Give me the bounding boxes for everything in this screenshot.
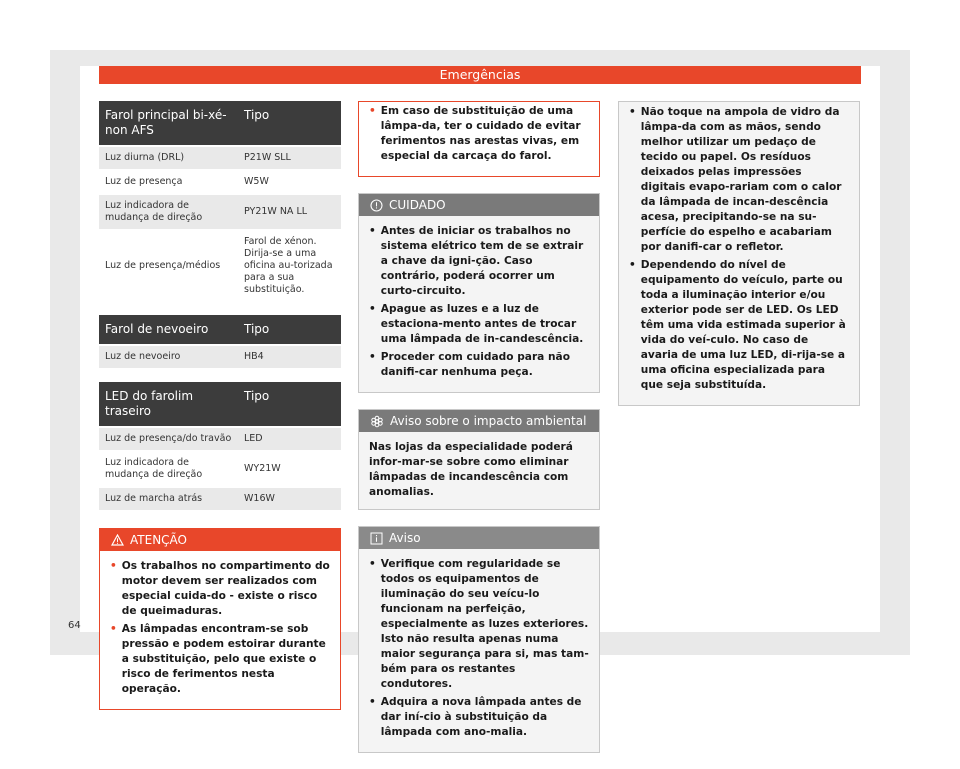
- table-header: LED do farolim traseiro: [99, 382, 238, 427]
- atencao-box: [99, 528, 341, 710]
- table-cell: Luz diurna (DRL): [99, 146, 238, 170]
- table-row: [99, 451, 341, 487]
- bullet-icon: •: [369, 696, 376, 708]
- list-item-text: As lâmpadas encontram-se sob pressão e podem estoirar durante a substituição, pelo que existe o risco de ferimentos nesta operação.: [121, 623, 326, 695]
- column-1: [99, 101, 341, 726]
- list-item: [369, 695, 589, 740]
- table-cell: Luz indicadora de mudança de direção: [99, 451, 238, 487]
- table-cell: LED: [238, 427, 341, 451]
- table-header: Farol de nevoeiro: [99, 315, 238, 345]
- table-cell: Luz de presença/médios: [99, 230, 238, 301]
- ambiental-header: [359, 410, 599, 432]
- table-cell: WY21W: [238, 451, 341, 487]
- cuidado-body: [359, 216, 599, 392]
- table-row: [99, 194, 341, 230]
- table-row: [99, 345, 341, 368]
- aviso-body: [359, 549, 599, 752]
- aviso-box: [358, 526, 600, 753]
- table-row: [99, 230, 341, 301]
- bullet-icon: •: [110, 560, 117, 572]
- atencao-body: [100, 551, 340, 709]
- table-cell: Luz indicadora de mudança de direção: [99, 194, 238, 230]
- atencao-continued-box: [358, 101, 600, 177]
- ambiental-body: Nas lojas da especialidade poderá infor-mar-se sobre como eliminar lâmpadas de incandescência com anomalias.: [369, 441, 573, 498]
- exclamation-circle-icon: [370, 199, 383, 212]
- table-header: Tipo: [238, 101, 341, 146]
- column-3: [618, 101, 860, 422]
- list-item-text: Antes de iniciar os trabalhos no sistema elétrico tem de se extrair a chave da igni-ção. Caso contrário, poderá ocorrer um curto-circuito.: [380, 225, 584, 297]
- list-item-text: Proceder com cuidado para não danifi-car nenhuma peça.: [380, 351, 570, 378]
- table-cell: P21W SLL: [238, 146, 341, 170]
- table-row: [99, 427, 341, 451]
- atencao-header: [100, 529, 340, 551]
- list-item-text: Os trabalhos no compartimento do motor devem ser realizados com especial cuida-do - existe o risco de queimaduras.: [121, 560, 330, 617]
- table-cell: Luz de marcha atrás: [99, 487, 238, 510]
- table-cell: HB4: [238, 345, 341, 368]
- table-cell: W5W: [238, 170, 341, 194]
- atencao-title: ATENÇÃO: [130, 533, 187, 547]
- info-icon: [370, 532, 383, 545]
- table-header: Tipo: [238, 382, 341, 427]
- bulb-table-headlight: [99, 101, 341, 301]
- table-cell: Farol de xénon. Dirija-se a uma oficina au-torizada para a sua substituição.: [238, 230, 341, 301]
- aviso-title: Aviso: [389, 531, 421, 545]
- table-cell: PY21W NA LL: [238, 194, 341, 230]
- table-row: [99, 170, 341, 194]
- bulb-table-fog: [99, 315, 341, 368]
- bulb-table-rear: [99, 382, 341, 510]
- table-cell: Luz de presença: [99, 170, 238, 194]
- list-item: [369, 104, 589, 164]
- cuidado-box: [358, 193, 600, 393]
- bullet-icon: •: [369, 303, 376, 315]
- list-item: [369, 557, 589, 692]
- bullet-icon: •: [369, 558, 376, 570]
- bullet-icon: •: [369, 225, 376, 237]
- list-item-text: Em caso de substituição de uma lâmpa-da, ter o cuidado de evitar ferimentos nas arestas vivas, em especial da carcaça do farol.: [380, 105, 581, 162]
- bullet-icon: •: [629, 106, 636, 118]
- table-row: [99, 487, 341, 510]
- list-item-text: Adquira a nova lâmpada antes de dar iní-cio à substituição da lâmpada com ano-malia.: [380, 696, 582, 738]
- list-item: [629, 258, 849, 393]
- list-item: [369, 224, 589, 299]
- table-cell: W16W: [238, 487, 341, 510]
- cuidado-header: [359, 194, 599, 216]
- ambiental-title: Aviso sobre o impacto ambiental: [390, 414, 587, 428]
- column-2: [358, 101, 600, 769]
- table-cell: Luz de nevoeiro: [99, 345, 238, 368]
- bullet-icon: •: [369, 105, 376, 117]
- warning-triangle-icon: [111, 534, 124, 546]
- table-row: [99, 146, 341, 170]
- table-header: Tipo: [238, 315, 341, 345]
- ambiental-box: [358, 409, 600, 510]
- aviso-header: [359, 527, 599, 549]
- aviso-continued-body: [619, 102, 859, 405]
- table-cell: Luz de presença/do travão: [99, 427, 238, 451]
- page-number: 64: [68, 620, 81, 631]
- list-item-text: Apague as luzes e a luz de estaciona-mento antes de trocar uma lâmpada de in-candescência.: [380, 303, 584, 345]
- atencao-continued-body: [359, 102, 599, 176]
- environment-flower-icon: [370, 415, 384, 428]
- table-header: Farol principal bi-xé-non AFS: [99, 101, 238, 146]
- list-item: [110, 622, 330, 697]
- cuidado-title: CUIDADO: [389, 198, 446, 212]
- list-item-text: Verifique com regularidade se todos os equipamentos de iluminação do seu veícu-lo funcionam na perfeição, especialmente as luzes exteriores. Isto não resulta apenas numa maior segurança para si, mas tam-bém para os restantes condutores.: [380, 558, 589, 690]
- aviso-continued-box: [618, 101, 860, 406]
- list-item: [369, 350, 589, 380]
- list-item: [629, 105, 849, 255]
- list-item-text: Não toque na ampola de vidro da lâmpa-da com as mãos, sendo melhor utilizar um pedaço de tecido ou papel. Os resíduos deixados pelas impressões digitais evapo-rariam com o calor da lâmpada de incan-descência acesa, precipitando-se na su-perfície do espelho e acabariam por danifi-car o refletor.: [640, 106, 842, 253]
- list-item: [110, 559, 330, 619]
- list-item: [369, 302, 589, 347]
- page-title: Emergências: [99, 66, 861, 84]
- bullet-icon: •: [110, 623, 117, 635]
- bullet-icon: •: [629, 259, 636, 271]
- bullet-icon: •: [369, 351, 376, 363]
- list-item-text: Dependendo do nível de equipamento do veículo, parte ou toda a iluminação interior e/ou exterior pode ser de LED. Os LED têm uma vida estimada superior à vida do veí-culo. No caso de avaria de uma luz LED, di-rija-se a uma oficina especializada para que seja substituída.: [640, 259, 846, 391]
